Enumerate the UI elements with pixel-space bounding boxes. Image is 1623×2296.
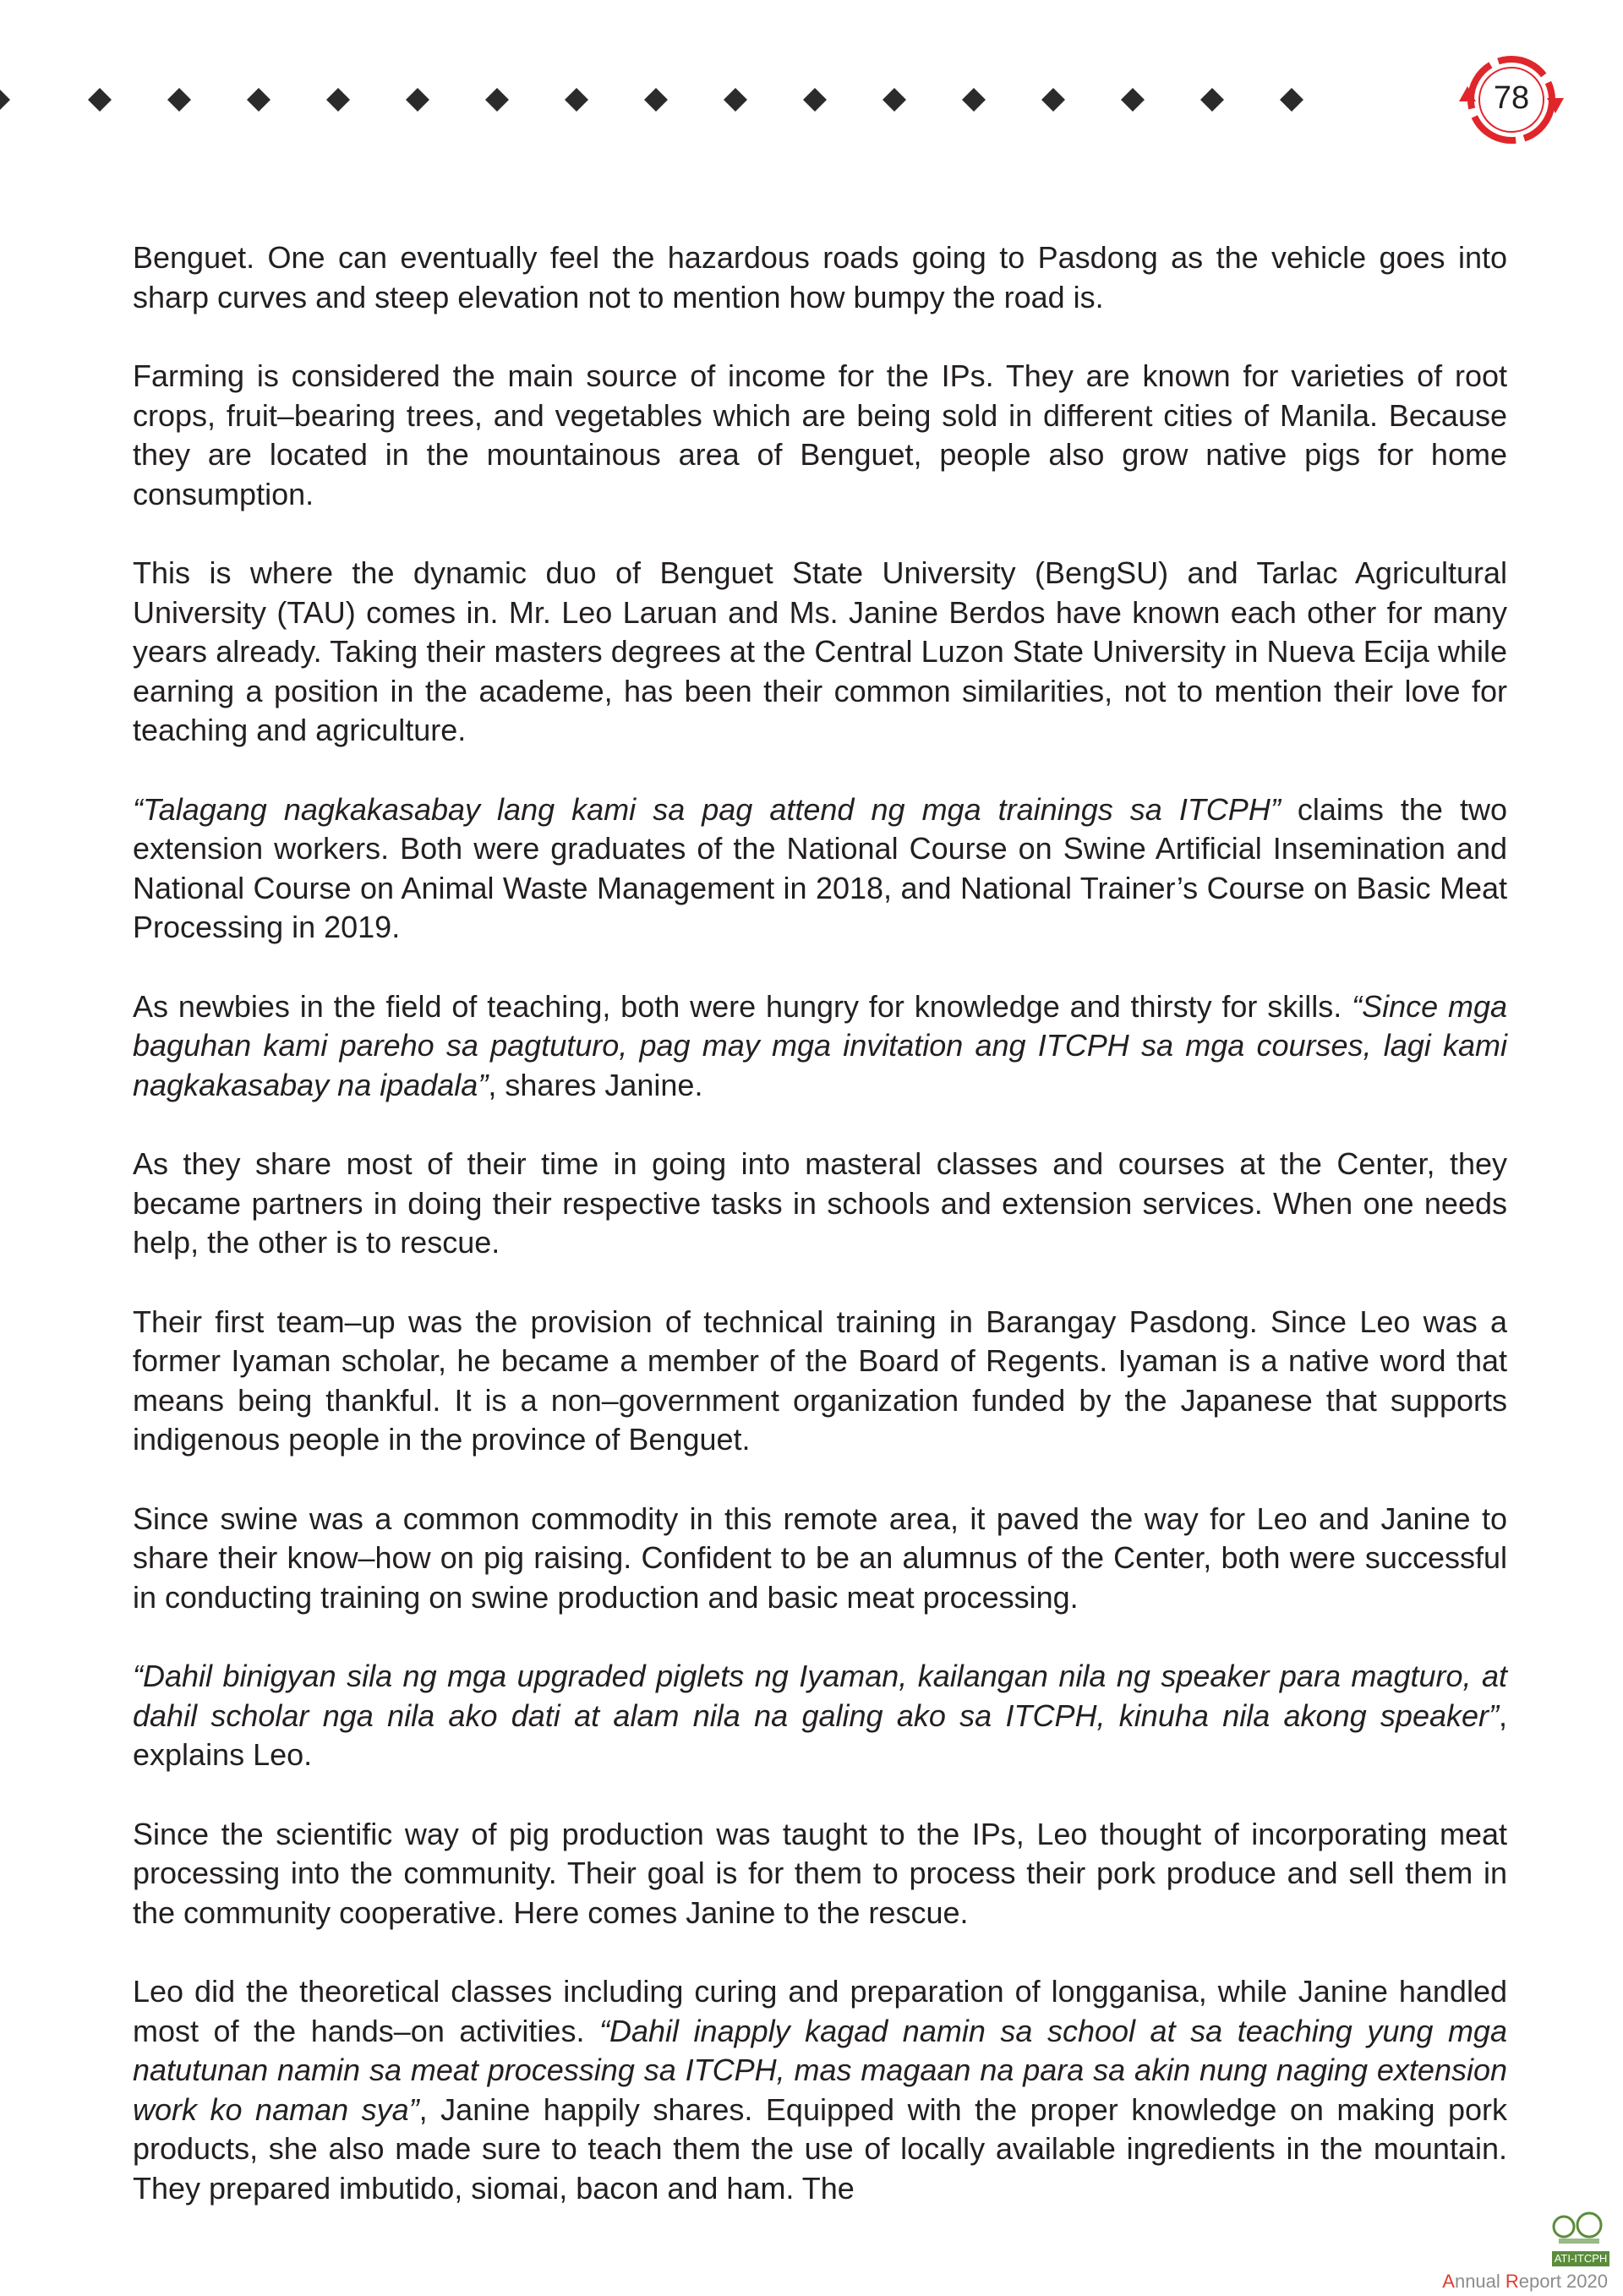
diamond-mark [724, 88, 747, 112]
footer-accent-r: R [1505, 2271, 1519, 2292]
footer-accent-a: A [1442, 2271, 1455, 2292]
footer-report-label [1442, 2271, 1608, 2293]
paragraph-3 [133, 554, 1507, 751]
diamond-mark [644, 88, 668, 112]
diamond-mark [167, 88, 191, 112]
paragraph-9 [133, 1657, 1507, 1775]
paragraph-text: As they share most of their time in going into masteral classes and courses at the Center, they became partners in doing their respective tasks in schools and extension services. When one needs help, the other is to rescue. [133, 1146, 1507, 1260]
paragraph-text: Leo did the theoretical classes including curing and preparation of longganisa, while Janine handled most of the hands–on activities. [133, 1974, 1507, 2048]
quote-text: “Dahil binigyan sila ng mga upgraded piglets ng Iyaman, kailangan nila ng speaker para magturo, at dahil scholar nga nila ako dati at alam nila na galing ako sa ITCPH, kinuha nila akong speaker” [133, 1659, 1507, 1733]
paragraph-text: , explains Leo. [133, 1697, 1507, 1772]
paragraph-6 [133, 1145, 1507, 1263]
paragraph-text: Since swine was a common commodity in this remote area, it paved the way for Leo and Janine to share their know–how on pig raising. Confident to be an alumnus of the Center, both were successful in conducting training on swine production and basic meat processing. [133, 1501, 1507, 1615]
header-diamond-row [0, 0, 1623, 203]
logo-tag: ATI-ITCPH [1552, 2251, 1609, 2266]
paragraph-2 [133, 357, 1507, 514]
paragraph-text: As newbies in the field of teaching, both were hungry for knowledge and thirsty for skills. [133, 988, 1352, 1024]
diamond-mark [565, 88, 588, 112]
footer-text-1: nnual [1454, 2271, 1506, 2292]
quote-text: “Dahil inapply kagad namin sa school at sa teaching yung mga natutunan namin sa meat processing sa ITCPH, mas magaan na para sa akin nung naging extension work ko naman sya” [133, 2013, 1507, 2127]
diamond-mark [1280, 88, 1303, 112]
paragraph-text: Their first team–up was the provision of technical training in Barangay Pasdong. Since Leo was a former Iyaman scholar, he became a member of the Board of Regents. Iyaman is a native word that means being thankful. It is a non–government organization funded by the Japanese that supports indigenous people in the province of Benguet. [133, 1304, 1507, 1457]
paragraph-1 [133, 238, 1507, 317]
diamond-mark [803, 88, 827, 112]
diamond-mark [247, 88, 270, 112]
paragraph-text: This is where the dynamic duo of Benguet State University (BengSU) and Tarlac Agricultural University (TAU) comes in. Mr. Leo Laruan and Ms. Janine Berdos have known each other for many years already. Taking their masters degrees at the Central Luzon State University in Nueva Ecija while earning a position in the academe, has been their common similarities, not to mention their love for teaching and agriculture. [133, 555, 1507, 747]
diamond-mark [485, 88, 509, 112]
diamond-mark [326, 88, 350, 112]
paragraph-text: Since the scientific way of pig production was taught to the IPs, Leo thought of incorporating meat processing into the community. Their goal is for them to process their pork produce and sell them in the community cooperative. Here comes Janine to the rescue. [133, 1816, 1507, 1930]
paragraph-5 [133, 987, 1507, 1106]
paragraph-10 [133, 1815, 1507, 1933]
quote-text: “Since mga baguhan kami pareho sa pagtuturo, pag may mga invitation ang ITCPH sa mga courses, lagi kami nagkakasabay na ipadala” [133, 988, 1507, 1102]
diamond-mark [1200, 88, 1224, 112]
diamond-mark [0, 90, 10, 110]
footer-text-2: eport 2020 [1518, 2271, 1608, 2292]
diamond-decoration [0, 88, 1303, 112]
article-body [133, 238, 1507, 2208]
paragraph-7 [133, 1303, 1507, 1460]
diamond-mark [962, 88, 986, 112]
paragraph-text: , shares Janine. [488, 1067, 703, 1102]
paragraph-4 [133, 790, 1507, 948]
diamond-mark [406, 88, 429, 112]
page-number: 78 [1493, 79, 1530, 116]
paragraph-text: Farming is considered the main source of income for the IPs. They are known for varieties of root crops, fruit–bearing trees, and vegetables which are being sold in different cities of Manila. Because they are located in the mountainous area of Benguet, people also grow native pigs for home consumption. [133, 358, 1507, 511]
diamond-mark [1121, 88, 1145, 112]
diamond-mark [88, 88, 112, 112]
paragraph-11 [133, 1972, 1507, 2208]
paragraph-8 [133, 1500, 1507, 1618]
quote-text: “Talagang nagkakasabay lang kami sa pag attend ng mga trainings sa ITCPH” [133, 791, 1281, 827]
paragraph-text: , Janine happily shares. Equipped with the proper knowledge on making pork products, she also made sure to teach them the use of locally available ingredients in the mountain. They prepared imbutido, siomai, bacon and ham. The [133, 2091, 1508, 2206]
diamond-mark [883, 88, 906, 112]
diamond-mark [1041, 88, 1065, 112]
paragraph-text: Benguet. One can eventually feel the hazardous roads going to Pasdong as the vehicle goes into sharp curves and steep elevation not to mention how bumpy the road is. [133, 240, 1507, 314]
paragraph-text: claims the two extension workers. Both were graduates of the National Course on Swine Artificial Insemination and National Course on Animal Waste Management in 2018, and National Trainer’s Course on Basic Meat Processing in 2019. [133, 791, 1508, 944]
